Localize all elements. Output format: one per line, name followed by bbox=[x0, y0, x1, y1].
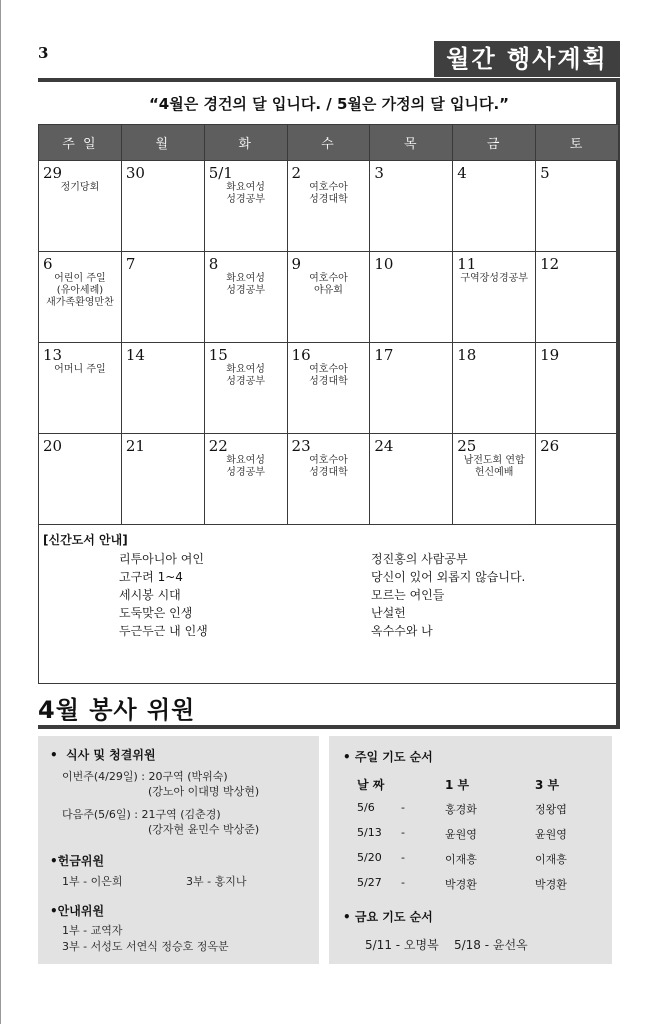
calendar-day-cell bbox=[536, 161, 619, 252]
day-number: 30 bbox=[125, 164, 145, 182]
meal-this-week-names: (강노아 이대명 박상현) bbox=[148, 785, 260, 798]
prayer-date: 5/27 bbox=[357, 876, 382, 889]
page-border bbox=[0, 0, 1, 1024]
meal-heading: • 식사 및 청결위원 bbox=[50, 748, 156, 762]
usher-third: 3부 - 서성도 서연식 정승호 정옥분 bbox=[62, 940, 229, 953]
book-title: 옥수수와 나 bbox=[371, 624, 433, 638]
day-number: 20 bbox=[43, 437, 63, 455]
book-list bbox=[43, 548, 614, 658]
day-number: 2 bbox=[291, 164, 302, 182]
weekday-header: 목 bbox=[370, 125, 453, 161]
new-books-cell bbox=[39, 525, 619, 684]
weekday-header-row bbox=[39, 125, 619, 161]
day-number: 29 bbox=[43, 164, 63, 182]
calendar-day-cell bbox=[121, 161, 204, 252]
weekday-header: 수 bbox=[287, 125, 370, 161]
meal-title: 식사 및 청결위원 bbox=[66, 748, 156, 762]
book-title: 도둑맞은 인생 bbox=[119, 606, 193, 620]
usher-heading: •안내위원 bbox=[50, 904, 105, 918]
calendar-week-row bbox=[39, 343, 619, 434]
book-title: 정진홍의 사람공부 bbox=[371, 552, 468, 566]
prayer-box bbox=[329, 736, 612, 964]
calendar-day-cell bbox=[39, 252, 122, 343]
day-number: 14 bbox=[125, 346, 145, 364]
day-number: 23 bbox=[291, 437, 311, 455]
sunday-prayer-title: 주일 기도 순서 bbox=[354, 750, 433, 764]
calendar-table bbox=[38, 124, 619, 684]
day-event: 여호수아 야유회 bbox=[309, 273, 348, 296]
day-number: 12 bbox=[540, 255, 560, 273]
motto: “4월은 경건의 달 입니다. / 5월은 가정의 달 입니다.” bbox=[148, 95, 510, 113]
book-list-left bbox=[119, 550, 208, 640]
book-title: 두근두근 내 인생 bbox=[119, 624, 208, 638]
prayer-date: 5/20 bbox=[357, 851, 382, 864]
offering-third: 3부 - 홍지나 bbox=[186, 875, 247, 888]
day-number: 9 bbox=[291, 255, 302, 273]
day-number: 21 bbox=[125, 437, 145, 455]
book-title: 모르는 여인들 bbox=[371, 588, 445, 602]
book-title: 난설헌 bbox=[371, 606, 406, 620]
offering-heading: •헌금위원 bbox=[50, 854, 105, 868]
day-event: 어린이 주일 (유아세례) 새가족환영만찬 bbox=[46, 273, 114, 308]
calendar-day-cell bbox=[39, 434, 122, 525]
prayer-dash: - bbox=[401, 876, 405, 889]
friday-prayer-entries: 5/11 - 오명복 5/18 - 윤선옥 bbox=[365, 938, 528, 952]
day-number: 26 bbox=[540, 437, 560, 455]
day-number: 19 bbox=[540, 346, 560, 364]
calendar-week-row bbox=[39, 252, 619, 343]
calendar-day-cell bbox=[204, 161, 287, 252]
calendar-day-cell bbox=[121, 343, 204, 434]
day-number: 3 bbox=[374, 164, 384, 182]
calendar-day-cell bbox=[453, 161, 536, 252]
prayer-header: 1 부 bbox=[445, 778, 470, 792]
book-title: 당신이 있어 외롭지 않습니다. bbox=[371, 570, 526, 584]
day-event: 남전도회 연합 헌신예배 bbox=[463, 455, 525, 478]
weekday-header: 주 일 bbox=[39, 125, 122, 161]
book-title: 리투아니아 여인 bbox=[119, 552, 204, 566]
prayer-dash: - bbox=[401, 826, 405, 839]
day-number: 7 bbox=[125, 255, 136, 273]
day-event: 어머니 주일 bbox=[54, 364, 106, 375]
prayer-date: 5/6 bbox=[357, 801, 375, 814]
sunday-prayer-heading: • 주일 기도 순서 bbox=[343, 750, 433, 764]
calendar-day-cell bbox=[287, 434, 370, 525]
service-box bbox=[38, 736, 319, 964]
day-event: 여호수아 성경대학 bbox=[309, 182, 348, 205]
calendar-day-cell bbox=[204, 252, 287, 343]
day-event: 화요여성 성경공부 bbox=[226, 455, 265, 478]
offering-title: 헌금위원 bbox=[57, 854, 105, 868]
calendar-day-cell bbox=[370, 161, 453, 252]
day-event: 화요여성 성경공부 bbox=[226, 182, 265, 205]
prayer-dash: - bbox=[401, 801, 405, 814]
calendar-day-cell bbox=[453, 434, 536, 525]
prayer-date: 5/13 bbox=[357, 826, 382, 839]
day-event: 여호수아 성경대학 bbox=[309, 364, 348, 387]
page-number: 3 bbox=[38, 44, 49, 62]
day-number: 5 bbox=[540, 164, 550, 182]
calendar-day-cell bbox=[121, 252, 204, 343]
calendar-week-row bbox=[39, 434, 619, 525]
day-number: 25 bbox=[457, 437, 477, 455]
calendar-day-cell bbox=[536, 252, 619, 343]
offering-first: 1부 - 이은희 bbox=[62, 875, 123, 888]
day-number: 13 bbox=[43, 346, 63, 364]
day-number: 16 bbox=[291, 346, 311, 364]
calendar-day-cell bbox=[39, 343, 122, 434]
calendar-day-cell bbox=[121, 434, 204, 525]
day-number: 17 bbox=[374, 346, 394, 364]
day-number: 10 bbox=[374, 255, 394, 273]
weekday-header: 토 bbox=[536, 125, 619, 161]
day-number: 5/1 bbox=[208, 164, 233, 182]
day-event: 화요여성 성경공부 bbox=[226, 364, 265, 387]
usher-title: 안내위원 bbox=[57, 904, 105, 918]
weekday-header: 금 bbox=[453, 125, 536, 161]
calendar-day-cell bbox=[39, 161, 122, 252]
book-title: 고구려 1~4 bbox=[119, 570, 183, 584]
calendar-day-cell bbox=[536, 343, 619, 434]
prayer-header: 3 부 bbox=[535, 778, 560, 792]
meal-next-week-names: (강자현 윤민수 박상준) bbox=[148, 823, 260, 836]
day-event: 여호수아 성경대학 bbox=[309, 455, 348, 478]
meal-next-week: 다음주(5/6일) : 21구역 (김춘경) bbox=[62, 808, 221, 821]
calendar-day-cell bbox=[453, 343, 536, 434]
day-event: 구역장성경공부 bbox=[460, 273, 528, 284]
calendar-day-cell bbox=[287, 252, 370, 343]
friday-prayer-heading: • 금요 기도 순서 bbox=[343, 910, 433, 924]
calendar-day-cell bbox=[204, 434, 287, 525]
prayer-first-service: 윤원영 bbox=[445, 828, 477, 841]
day-number: 18 bbox=[457, 346, 477, 364]
day-number: 8 bbox=[208, 255, 219, 273]
prayer-first-service: 박경환 bbox=[445, 878, 477, 891]
weekday-header: 월 bbox=[121, 125, 204, 161]
day-number: 22 bbox=[208, 437, 228, 455]
calendar-week-row bbox=[39, 161, 619, 252]
weekday-header: 화 bbox=[204, 125, 287, 161]
friday-prayer-title: 금요 기도 순서 bbox=[354, 910, 433, 924]
calendar-day-cell bbox=[370, 343, 453, 434]
day-event: 정기당회 bbox=[60, 182, 100, 193]
day-number: 6 bbox=[43, 255, 53, 273]
service-title: 4월 봉사 위원 bbox=[38, 696, 196, 724]
calendar-day-cell bbox=[370, 252, 453, 343]
prayer-first-service: 홍경화 bbox=[445, 803, 477, 816]
prayer-third-service: 윤원영 bbox=[535, 828, 567, 841]
calendar-day-cell bbox=[370, 434, 453, 525]
day-number: 11 bbox=[457, 255, 477, 273]
prayer-third-service: 정왕엽 bbox=[535, 803, 567, 816]
new-books-title: [신간도서 안내] bbox=[43, 533, 128, 547]
calendar-day-cell bbox=[536, 434, 619, 525]
prayer-header: 날 짜 bbox=[357, 778, 385, 792]
day-number: 24 bbox=[374, 437, 394, 455]
prayer-dash: - bbox=[401, 851, 405, 864]
prayer-third-service: 박경환 bbox=[535, 878, 567, 891]
book-title: 세시봉 시대 bbox=[119, 588, 181, 602]
calendar-day-cell bbox=[287, 161, 370, 252]
divider bbox=[38, 725, 620, 729]
book-list-right bbox=[371, 550, 525, 640]
section-title: 월간 행사계획 bbox=[434, 41, 620, 77]
day-number: 4 bbox=[457, 164, 467, 182]
day-number: 15 bbox=[208, 346, 228, 364]
meal-this-week: 이번주(4/29일) : 20구역 (박위숙) bbox=[62, 770, 228, 783]
calendar-day-cell bbox=[204, 343, 287, 434]
usher-first: 1부 - 교역자 bbox=[62, 924, 123, 937]
prayer-third-service: 이재흥 bbox=[535, 853, 567, 866]
day-event: 화요여성 성경공부 bbox=[226, 273, 265, 296]
calendar-day-cell bbox=[287, 343, 370, 434]
calendar-day-cell bbox=[453, 252, 536, 343]
prayer-first-service: 이재흥 bbox=[445, 853, 477, 866]
